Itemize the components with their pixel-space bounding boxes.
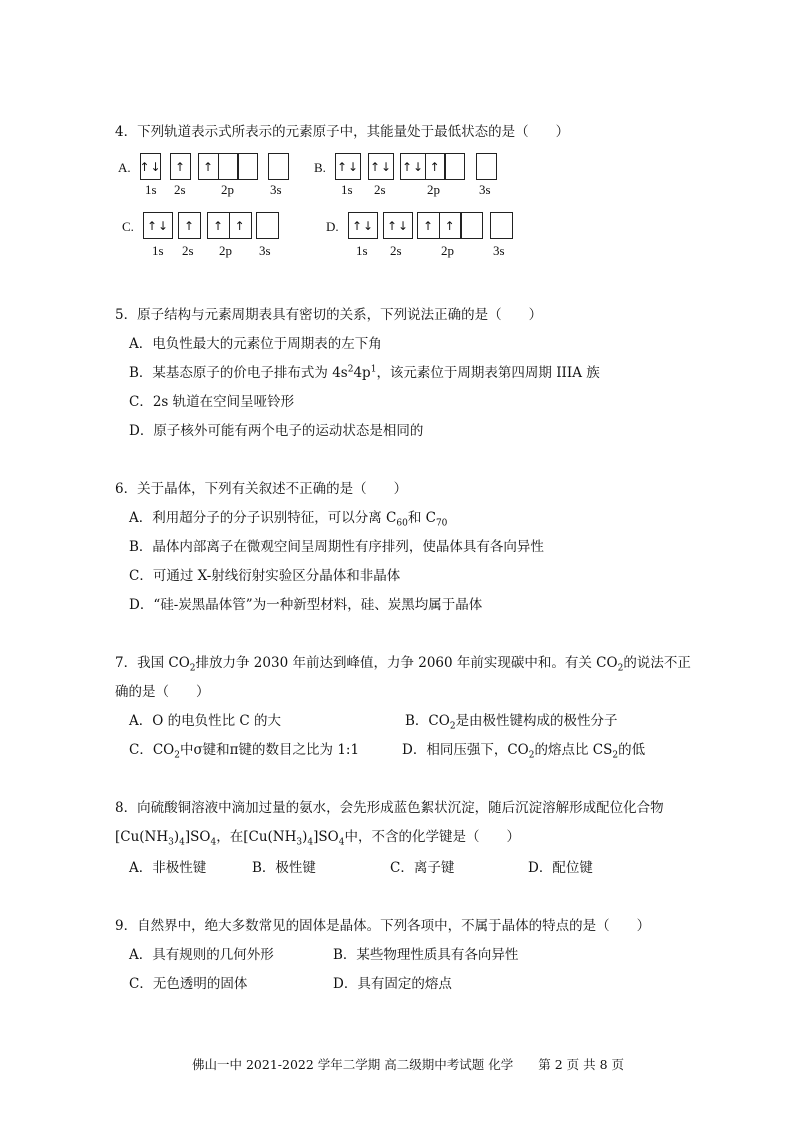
q5-option-b xyxy=(129,361,600,381)
label-3s: 3s xyxy=(270,182,282,197)
q7-b-text: B．CO xyxy=(405,713,450,729)
orbital-box: ↑ xyxy=(170,153,191,180)
orbital-3s xyxy=(490,212,513,239)
q5-b-text: ，该元素位于周期表第四周期 IIIA 族 xyxy=(376,365,600,381)
subscript: 2 xyxy=(528,750,535,761)
q7-b-text: 是由极性键构成的极性分子 xyxy=(455,713,618,729)
q5-option-a: A．电负性最大的元素位于周期表的左下角 xyxy=(129,336,382,352)
q6-a-text: A．利用超分子的分子识别特征，可以分离 C xyxy=(129,510,397,526)
q7-option-d xyxy=(402,738,645,761)
label-2p: 2p xyxy=(221,182,234,197)
q6-option-b: B．晶体内部离子在微观空间呈周期性有序排列，使晶体具有各向异性 xyxy=(129,539,544,555)
subscript: 3 xyxy=(296,837,303,848)
q8-text: [Cu(NH xyxy=(115,829,169,845)
superscript: 1 xyxy=(370,364,377,375)
subscript: 4 xyxy=(338,837,345,848)
diagram-c-letter: C. xyxy=(122,219,134,234)
q7-stem-line2: 确的是（ ） xyxy=(115,684,210,700)
orbital-2p xyxy=(400,153,465,180)
q6-option-a xyxy=(129,506,447,529)
q7-c-text: 中σ键和π键的数目之比为 1:1 xyxy=(179,742,360,758)
label-3s: 3s xyxy=(493,243,505,258)
label-3s: 3s xyxy=(479,182,491,197)
label-3s: 3s xyxy=(259,243,271,258)
q7-text: 排放力争 2030 年前达到峰值，力争 2060 年前实现碳中和。有关 CO xyxy=(195,655,618,671)
q6-option-d: D．“硅-炭黑晶体管”为一种新型材料，硅、炭黑均属于晶体 xyxy=(129,597,483,613)
q7-text: 7．我国 CO xyxy=(115,655,190,671)
orbital-box: ↑↓ xyxy=(368,153,394,180)
q6-option-c: C．可通过 X-射线衍射实验区分晶体和非晶体 xyxy=(129,568,401,584)
q7-d-text: 的低 xyxy=(618,742,646,758)
subscript: 60 xyxy=(396,518,408,529)
q7-text: 的说法不正 xyxy=(623,655,691,671)
q7-option-c xyxy=(129,738,359,761)
q7-option-a: A．O 的电负性比 C 的大 xyxy=(129,713,282,729)
orbital-box: ↑ xyxy=(425,153,446,180)
label-2p: 2p xyxy=(219,243,232,258)
subscript: 4 xyxy=(307,837,314,848)
q9-option-b: B．某些物理性质具有各向异性 xyxy=(333,947,519,963)
page-footer: 佛山一中 2021-2022 学年二学期 高二级期中考试题 化学 第 2 页 共 8 页 xyxy=(192,1057,625,1072)
q8-text: 中，不含的化学键是（ ） xyxy=(344,829,520,845)
orbital-1s xyxy=(335,153,361,180)
label-2s: 2s xyxy=(390,243,402,258)
orbital-box: ↑ xyxy=(207,212,230,239)
orbital-1s xyxy=(348,212,378,239)
orbital-2s xyxy=(383,212,413,239)
q8-option-a: A．非极性键 xyxy=(129,860,207,876)
orbital-box: ↑↓ xyxy=(140,153,161,180)
label-2s: 2s xyxy=(174,182,186,197)
q5-option-d: D．原子核外可能有两个电子的运动状态是相同的 xyxy=(129,423,424,439)
q8-text: ) xyxy=(173,829,180,845)
q8-option-c: C．离子键 xyxy=(390,860,455,876)
q8-text: ]SO xyxy=(313,829,339,845)
orbital-box: ↑ xyxy=(439,212,462,239)
orbital-box xyxy=(237,153,258,180)
q5-stem: 5．原子结构与元素周期表具有密切的关系，下列说法正确的是（ ） xyxy=(115,307,543,323)
orbital-box: ↑↓ xyxy=(383,212,413,239)
diagram-a-letter: A. xyxy=(118,160,131,175)
q7-d-text: D．相同压强下，CO xyxy=(402,742,529,758)
subscript: 2 xyxy=(174,750,180,761)
q8-stem-line2 xyxy=(115,825,520,848)
orbital-3s xyxy=(476,153,497,180)
q4-stem: 4．下列轨道表示式所表示的元素原子中，其能量处于最低状态的是（ ） xyxy=(115,124,570,140)
orbital-box: ↑ xyxy=(178,212,201,239)
subscript: 2 xyxy=(189,663,196,674)
q9-stem: 9．自然界中，绝大多数常见的固体是晶体。下列各项中，不属于晶体的特点的是（ ） xyxy=(115,918,651,934)
label-2p: 2p xyxy=(441,243,454,258)
q8-option-b: B．极性键 xyxy=(252,860,316,876)
label-1s: 1s xyxy=(152,243,164,258)
q7-d-text: 的熔点比 CS xyxy=(534,742,613,758)
q5-b-text: B．某基态原子的价电子排布式为 4s xyxy=(129,365,348,381)
subscript: 4 xyxy=(179,837,185,848)
orbital-2s xyxy=(368,153,394,180)
orbital-1s xyxy=(140,153,161,180)
subscript: 3 xyxy=(168,837,174,848)
q8-stem-line1: 8．向硫酸铜溶液中滴加过量的氨水，会先形成蓝色絮状沉淀，随后沉淀溶解形成配位化合物 xyxy=(115,800,664,816)
orbital-2p xyxy=(207,212,252,239)
q6-a-text: 和 C xyxy=(407,510,436,526)
orbital-box: ↑ xyxy=(229,212,252,239)
orbital-box xyxy=(444,153,465,180)
orbital-2p xyxy=(417,212,483,239)
orbital-box: ↑↓ xyxy=(143,212,173,239)
orbital-3s xyxy=(268,153,289,180)
subscript: 2 xyxy=(449,721,456,732)
orbital-box xyxy=(268,153,289,180)
subscript: 2 xyxy=(617,663,624,674)
q6-stem: 6．关于晶体，下列有关叙述不正确的是（ ） xyxy=(115,481,408,497)
diagram-d-letter: D. xyxy=(326,219,339,234)
orbital-2p xyxy=(198,153,258,180)
orbital-box xyxy=(490,212,513,239)
q8-text: ) xyxy=(302,829,308,845)
label-2p: 2p xyxy=(427,182,440,197)
label-1s: 1s xyxy=(145,182,157,197)
orbital-1s xyxy=(143,212,173,239)
q8-text: ，在[Cu(NH xyxy=(216,829,297,845)
orbital-box xyxy=(218,153,239,180)
q9-option-c: C．无色透明的固体 xyxy=(129,976,248,992)
q5-b-text: 4p xyxy=(353,365,371,381)
orbital-box: ↑↓ xyxy=(348,212,378,239)
label-1s: 1s xyxy=(356,243,368,258)
orbital-3s xyxy=(256,212,279,239)
superscript: 2 xyxy=(347,364,354,375)
label-2s: 2s xyxy=(182,243,194,258)
orbital-2s xyxy=(170,153,191,180)
orbital-box: ↑ xyxy=(417,212,440,239)
orbital-box xyxy=(256,212,279,239)
q9-option-a: A．具有规则的几何外形 xyxy=(129,947,274,963)
orbital-box: ↑↓ xyxy=(335,153,361,180)
orbital-box: ↑↓ xyxy=(400,153,426,180)
q7-stem-line1 xyxy=(115,651,691,674)
orbital-box: ↑ xyxy=(198,153,219,180)
q7-c-text: C．CO xyxy=(129,742,175,758)
diagram-b-letter: B. xyxy=(314,160,326,175)
q9-option-d: D．具有固定的熔点 xyxy=(333,976,452,992)
orbital-box xyxy=(476,153,497,180)
q8-option-d: D．配位键 xyxy=(528,860,593,876)
orbital-2s xyxy=(178,212,201,239)
subscript: 4 xyxy=(210,837,217,848)
q5-option-c: C．2s 轨道在空间呈哑铃形 xyxy=(129,394,295,410)
label-2s: 2s xyxy=(374,182,386,197)
subscript: 2 xyxy=(612,750,619,761)
label-1s: 1s xyxy=(341,182,353,197)
subscript: 70 xyxy=(435,518,448,529)
q7-option-b xyxy=(405,709,618,732)
orbital-box xyxy=(460,212,483,239)
q8-text: ]SO xyxy=(184,829,211,845)
